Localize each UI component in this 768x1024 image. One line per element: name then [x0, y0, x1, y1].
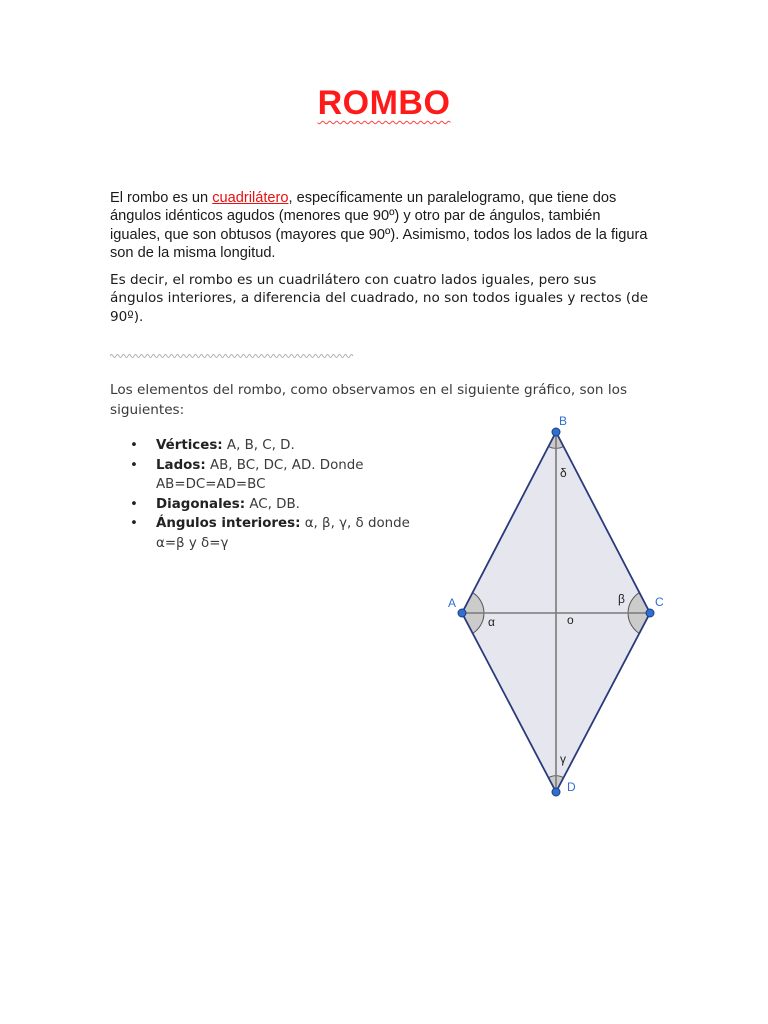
elements-list	[130, 436, 410, 553]
list-item-label: Ángulos interiores:	[156, 516, 301, 531]
vertex-d-point	[552, 788, 560, 796]
list-item-diagonals	[130, 495, 410, 515]
list-item-text: A, B, C, D.	[222, 438, 295, 453]
list-item-angles	[130, 514, 410, 553]
page-title	[0, 84, 768, 123]
list-item-vertices	[130, 436, 410, 456]
cuadrilatero-link[interactable]: cuadrilátero	[212, 190, 289, 206]
list-item-text: α, β, γ, δ donde α=β y δ=γ	[156, 516, 410, 551]
rhombus-diagram	[420, 408, 710, 820]
angle-label-alpha: α	[488, 615, 495, 629]
vertex-b-label: B	[559, 414, 568, 428]
list-item-text: AB, BC, DC, AD. Donde AB=DC=AD=BC	[156, 457, 364, 492]
angle-label-gamma: γ	[560, 752, 566, 766]
vertex-a-point	[458, 609, 466, 617]
list-item-label: Lados:	[156, 457, 206, 473]
list-item-text: AC, DB.	[245, 496, 300, 512]
vertex-c-label: C	[655, 595, 664, 609]
list-item-sides	[130, 456, 410, 495]
list-item-label: Diagonales:	[156, 496, 246, 512]
intro-text-end: , específicamente un paralelogramo, que tiene dos ángulos idénticos agudos (menores que 90º) y otro par de ángulos, también iguales, que son obtusos (mayores que 90º). Asimismo, todos los lados de la figura son de la misma longitud.	[110, 190, 648, 261]
page-title-text: ROMBO	[317, 84, 451, 122]
angle-label-beta: β	[618, 592, 625, 606]
vertex-a-label: A	[448, 596, 457, 610]
spellcheck-squiggle	[110, 352, 355, 360]
vertex-b-point	[552, 428, 560, 436]
vertex-d-label: D	[567, 780, 576, 794]
definition-paragraph: Es decir, el rombo es un cuadrilátero con cuatro lados iguales, pero sus ángulos interiores, a diferencia del cuadrado, no son todos iguales y rectos (de 90º).	[110, 272, 649, 325]
intro-text-start: El rombo es un	[110, 190, 213, 206]
angle-label-delta: δ	[560, 466, 567, 480]
intro-paragraph	[110, 189, 650, 262]
center-label: o	[567, 613, 574, 627]
list-item-label: Vértices:	[156, 438, 223, 453]
elements-intro-paragraph: Los elementos del rombo, como observamos en el siguiente gráfico, son los siguientes:	[110, 382, 628, 418]
vertex-c-point	[646, 609, 654, 617]
